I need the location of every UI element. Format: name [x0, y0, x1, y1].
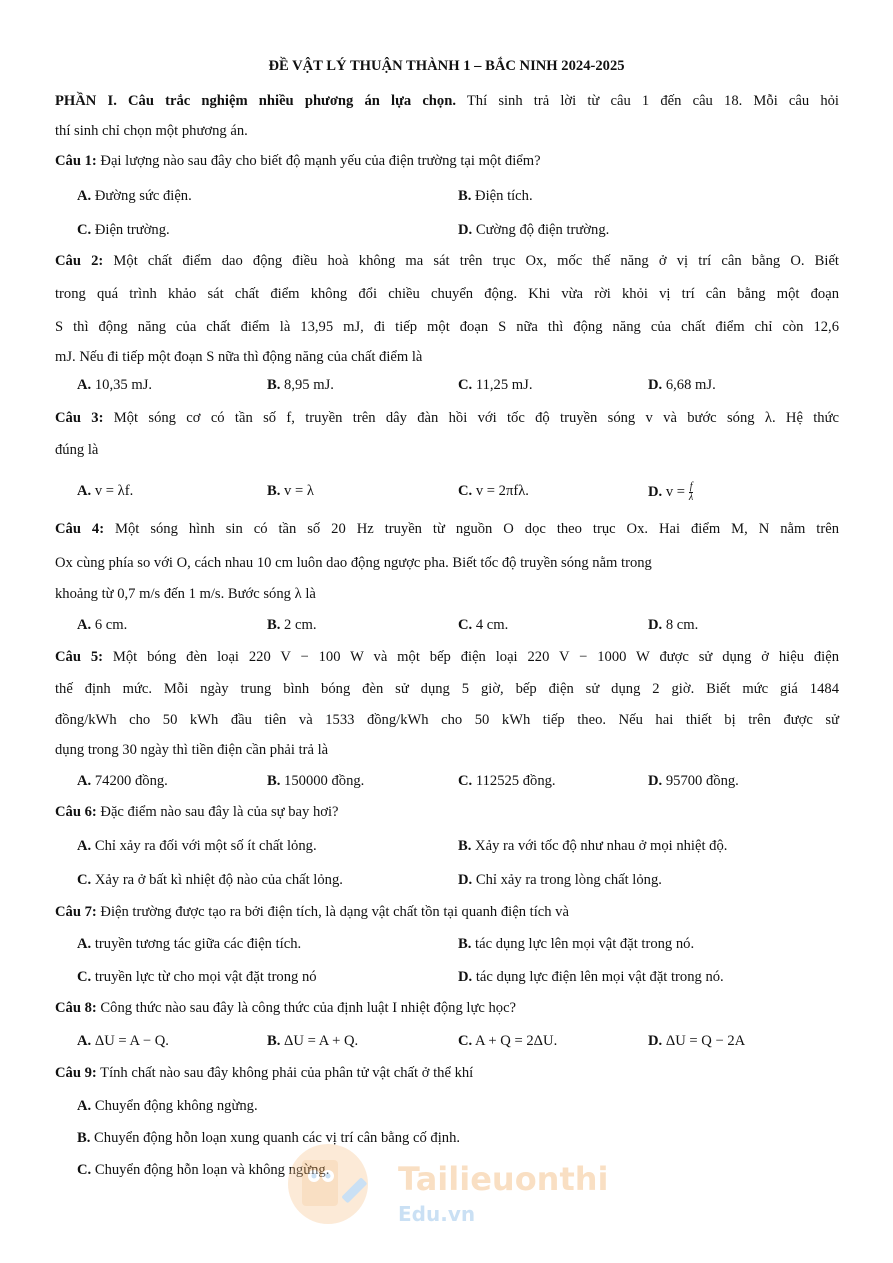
q8-option-b: B. ΔU = A + Q.: [267, 1033, 359, 1049]
question-5-line4: dụng trong 30 ngày thì tiền điện cần phải trả là: [55, 742, 329, 758]
question-5-line3: đồng/kWh cho 50 kWh đầu tiên và 1533 đồng/kWh cho 50 kWh tiếp theo. Nếu hai thiết bị trên được sử: [55, 712, 839, 728]
owl-book-icon: [280, 1140, 380, 1230]
question-1: Câu 1: Đại lượng nào sau đây cho biết độ mạnh yếu của điện trường tại một điểm?: [55, 153, 541, 169]
q3-option-a: A. v = λf.: [77, 483, 134, 499]
question-4-line3: khoảng từ 0,7 m/s đến 1 m/s. Bước sóng λ là: [55, 586, 316, 602]
watermark-name: Tailieuonthi: [398, 1160, 609, 1198]
q6-option-d: D. Chỉ xảy ra trong lòng chất lỏng.: [458, 872, 662, 888]
q4-option-a: A. 6 cm.: [77, 617, 128, 633]
part1-intro-line1: PHẦN I. Câu trắc nghiệm nhiều phương án lựa chọn. Thí sinh trả lời từ câu 1 đến câu 18. Mỗi câu hỏi: [55, 93, 839, 109]
q4-option-b: B. 2 cm.: [267, 617, 317, 633]
q4-option-c: C. 4 cm.: [458, 617, 509, 633]
q6-option-c: C. Xảy ra ở bất kì nhiệt độ nào của chất lỏng.: [77, 872, 343, 888]
q2-option-a: A. 10,35 mJ.: [77, 377, 153, 393]
question-4-line2: Ox cùng phía so với O, cách nhau 10 cm luôn dao động ngược pha. Biết tốc độ truyền sóng nằm trong: [55, 555, 652, 571]
q5-option-b: B. 150000 đồng.: [267, 773, 365, 789]
q1-option-b: B. Điện tích.: [458, 188, 533, 204]
question-5-line1: Câu 5: Một bóng đèn loại 220 V − 100 W và một bếp điện loại 220 V − 1000 W được sử dụng ở hiệu điện: [55, 649, 839, 665]
q1-option-d: D. Cường độ điện trường.: [458, 222, 610, 238]
page-title: ĐỀ VẬT LÝ THUẬN THÀNH 1 – BẮC NINH 2024-2025: [268, 58, 625, 74]
question-2-line3: S thì động năng của chất điểm là 13,95 mJ, đi tiếp một đoạn S nữa thì động năng của chất điểm chỉ còn 12,6: [55, 319, 839, 335]
q8-option-a: A. ΔU = A − Q.: [77, 1033, 169, 1049]
question-4-line1: Câu 4: Một sóng hình sin có tần số 20 Hz truyền từ nguồn O dọc theo trục Ox. Hai điểm M, N nằm trên: [55, 521, 839, 537]
question-2-line4: mJ. Nếu đi tiếp một đoạn S nữa thì động năng của chất điểm là: [55, 349, 423, 365]
q7-option-c: C. truyền lực từ cho mọi vật đặt trong nó: [77, 969, 317, 985]
q9-option-c: C. Chuyển động hỗn loạn và không ngừng.: [77, 1162, 330, 1178]
q2-option-b: B. 8,95 mJ.: [267, 377, 334, 393]
watermark: [280, 1140, 620, 1230]
q5-option-c: C. 112525 đồng.: [458, 773, 556, 789]
watermark-domain: Edu.vn: [398, 1202, 476, 1226]
q3-option-d: D. v = $\frac{f}{\lambda}$: [648, 481, 694, 503]
q2-option-d: D. 6,68 mJ.: [648, 377, 716, 393]
question-9: Câu 9: Tính chất nào sau đây không phải của phân tử vật chất ở thể khí: [55, 1065, 474, 1081]
q4-option-d: D. 8 cm.: [648, 617, 699, 633]
part1-heading: PHẦN I. Câu trắc nghiệm nhiều phương án lựa chọn.: [55, 93, 456, 109]
q1-option-a: A. Đường sức điện.: [77, 188, 192, 204]
question-7: Câu 7: Điện trường được tạo ra bởi điện tích, là dạng vật chất tồn tại quanh điện tích và: [55, 904, 569, 920]
question-3-line1: Câu 3: Một sóng cơ có tần số f, truyền trên dây đàn hồi với tốc độ truyền sóng v và bước sóng λ. Hệ thức: [55, 410, 839, 426]
q6-option-b: B. Xảy ra với tốc độ như nhau ở mọi nhiệt độ.: [458, 838, 728, 854]
q3-option-b: B. v = λ: [267, 483, 314, 499]
q9-option-a: A. Chuyển động không ngừng.: [77, 1098, 258, 1114]
q7-option-d: D. tác dụng lực điện lên mọi vật đặt trong nó.: [458, 969, 724, 985]
q8-option-d: D. ΔU = Q − 2A: [648, 1033, 746, 1049]
fraction-f-over-lambda: $\frac{f}{\lambda}$: [688, 481, 694, 503]
question-5-line2: thế định mức. Mỗi ngày trung bình bóng đèn sử dụng 5 giờ, bếp điện sử dụng 2 giờ. Biết mức giá 1484: [55, 681, 839, 697]
q5-option-a: A. 74200 đồng.: [77, 773, 168, 789]
q6-option-a: A. Chỉ xảy ra đối với một số ít chất lỏng.: [77, 838, 317, 854]
question-3-line2: đúng là: [55, 442, 99, 458]
q2-option-c: C. 11,25 mJ.: [458, 377, 533, 393]
q3-option-c: C. v = 2πfλ.: [458, 483, 529, 499]
question-8: Câu 8: Công thức nào sau đây là công thức của định luật I nhiệt động lực học?: [55, 1000, 517, 1016]
question-2-line1: Câu 2: Một chất điểm dao động điều hoà không ma sát trên trục Ox, mốc thế năng ở vị trí cân bằng O. Biết: [55, 253, 839, 269]
q9-option-b: B. Chuyển động hỗn loạn xung quanh các vị trí cân bằng cố định.: [77, 1130, 461, 1146]
part1-intro-line2: thí sinh chỉ chọn một phương án.: [55, 123, 248, 139]
q1-option-c: C. Điện trường.: [77, 222, 170, 238]
question-6: Câu 6: Đặc điểm nào sau đây là của sự bay hơi?: [55, 804, 339, 820]
q7-option-a: A. truyền tương tác giữa các điện tích.: [77, 936, 302, 952]
q5-option-d: D. 95700 đồng.: [648, 773, 739, 789]
question-2-line2: trong quá trình khảo sát chất điểm không đổi chiều chuyển động. Khi vừa rời khỏi vị trí cân bằng một đoạn: [55, 286, 839, 302]
q8-option-c: C. A + Q = 2ΔU.: [458, 1033, 558, 1049]
q7-option-b: B. tác dụng lực lên mọi vật đặt trong nó.: [458, 936, 695, 952]
